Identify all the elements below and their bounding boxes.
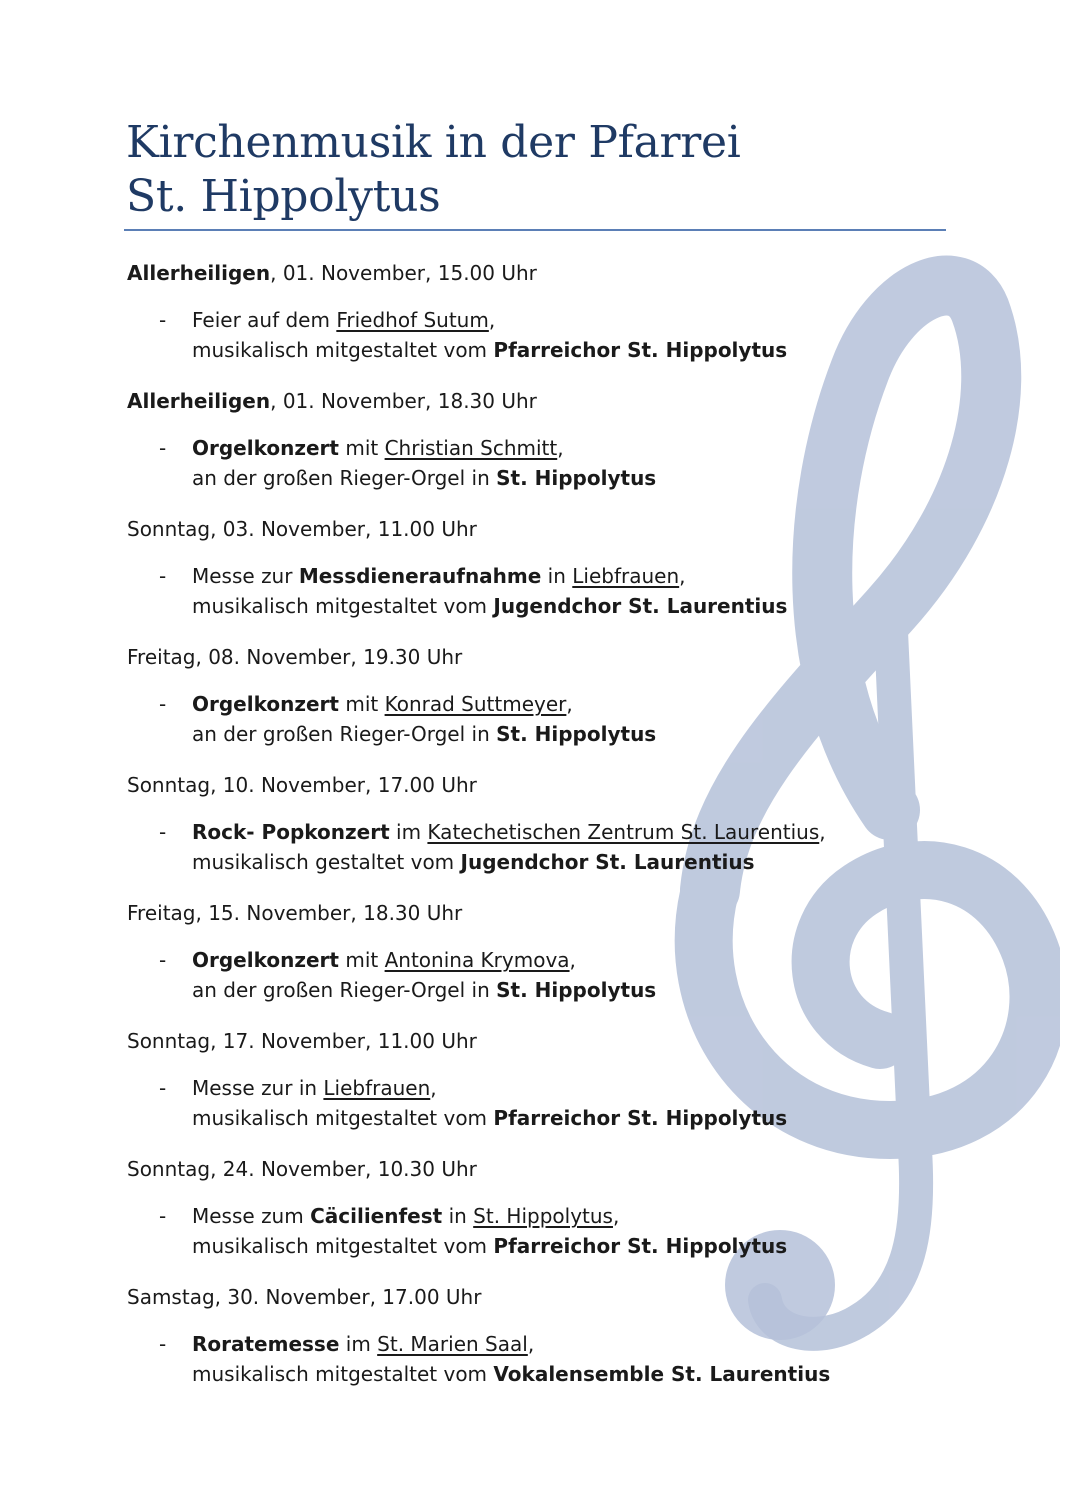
bold-text: Jugendchor St. Laurentius — [493, 594, 788, 618]
text-run: Sonntag, 24. November, 10.30 Uhr — [127, 1157, 477, 1181]
underlined-text: Liebfrauen — [572, 564, 680, 588]
event-description — [127, 433, 1007, 493]
list-bullet: - — [159, 308, 167, 332]
text-run: Freitag, 08. November, 19.30 Uhr — [127, 645, 463, 669]
title-divider — [124, 229, 946, 231]
event-list — [127, 258, 1007, 1410]
list-bullet: - — [159, 820, 167, 844]
underlined-text: Antonina Krymova — [384, 948, 570, 972]
event-description — [127, 817, 1007, 877]
bold-text: Rock- Popkonzert — [192, 820, 390, 844]
list-bullet: - — [159, 1332, 167, 1356]
event-date-time — [127, 1026, 1007, 1056]
bold-text: St. Hippolytus — [496, 978, 657, 1002]
bold-text: Pfarreichor St. Hippolytus — [493, 1106, 788, 1130]
bold-text: Orgelkonzert — [192, 948, 339, 972]
text-run: im — [339, 1332, 378, 1356]
text-run: Sonntag, 17. November, 11.00 Uhr — [127, 1029, 477, 1053]
text-run: Sonntag, 10. November, 17.00 Uhr — [127, 773, 477, 797]
event-date-time — [127, 1154, 1007, 1184]
text-run: Messe zur — [192, 564, 299, 588]
underlined-text: Konrad Suttmeyer — [384, 692, 567, 716]
underlined-text: Liebfrauen — [323, 1076, 431, 1100]
event-line-1 — [192, 1073, 1007, 1103]
text-run: im — [389, 820, 428, 844]
underlined-text: St. Hippolytus — [473, 1204, 613, 1228]
text-run: , — [430, 1076, 437, 1100]
event-entry — [127, 1282, 1007, 1389]
event-description — [127, 689, 1007, 749]
bold-text: Allerheiligen — [127, 261, 271, 285]
bold-text: Pfarreichor St. Hippolytus — [493, 338, 788, 362]
event-line-2 — [192, 1103, 1007, 1133]
list-bullet: - — [159, 1204, 167, 1228]
event-entry — [127, 770, 1007, 877]
text-run: , 01. November, 15.00 Uhr — [270, 261, 537, 285]
text-run: in — [541, 564, 573, 588]
bold-text: Vokalensemble St. Laurentius — [493, 1362, 831, 1386]
underlined-text: Katechetischen Zentrum St. Laurentius — [427, 820, 820, 844]
text-run: in — [442, 1204, 474, 1228]
text-run: Messe zur in — [192, 1076, 324, 1100]
event-description — [127, 305, 1007, 365]
event-entry — [127, 898, 1007, 1005]
bold-text: Orgelkonzert — [192, 692, 339, 716]
text-run: an der großen Rieger-Orgel in — [192, 978, 497, 1002]
text-run: musikalisch mitgestaltet vom — [192, 1234, 494, 1258]
text-run: Sonntag, 03. November, 11.00 Uhr — [127, 517, 477, 541]
text-run: musikalisch mitgestaltet vom — [192, 594, 494, 618]
text-run: Samstag, 30. November, 17.00 Uhr — [127, 1285, 482, 1309]
event-line-2 — [192, 719, 1007, 749]
text-run: musikalisch gestaltet vom — [192, 850, 461, 874]
text-run: mit — [338, 948, 385, 972]
bold-text: Roratemesse — [192, 1332, 340, 1356]
event-date-time — [127, 1282, 1007, 1312]
text-run: musikalisch mitgestaltet vom — [192, 1106, 494, 1130]
text-run: , — [488, 308, 496, 332]
bold-text: Messdieneraufnahme — [298, 564, 542, 588]
event-line-2 — [192, 1231, 1007, 1261]
underlined-text: Friedhof Sutum — [336, 308, 489, 332]
event-entry — [127, 1154, 1007, 1261]
event-description — [127, 1329, 1007, 1389]
event-line-1 — [192, 945, 1007, 975]
list-bullet: - — [159, 564, 167, 588]
text-run: an der großen Rieger-Orgel in — [192, 466, 497, 490]
text-run: musikalisch mitgestaltet vom — [192, 338, 494, 362]
event-line-1 — [192, 561, 1007, 591]
underlined-text: Christian Schmitt — [384, 436, 558, 460]
text-run: , — [566, 692, 573, 716]
text-run: , — [679, 564, 686, 588]
event-line-2 — [192, 463, 1007, 493]
bold-text: Pfarreichor St. Hippolytus — [493, 1234, 788, 1258]
event-line-1 — [192, 1329, 1007, 1359]
event-line-1 — [192, 817, 1007, 847]
list-bullet: - — [159, 436, 167, 460]
page-title — [126, 116, 956, 224]
title-line-1: Kirchenmusik in der Pfarrei — [126, 117, 741, 168]
event-line-1 — [192, 433, 1007, 463]
bold-text: St. Hippolytus — [496, 466, 657, 490]
event-description — [127, 945, 1007, 1005]
event-entry — [127, 1026, 1007, 1133]
text-run: , — [819, 820, 826, 844]
event-line-2 — [192, 591, 1007, 621]
list-bullet: - — [159, 1076, 167, 1100]
event-date-time — [127, 770, 1007, 800]
event-line-1 — [192, 305, 1007, 335]
text-run: mit — [338, 692, 385, 716]
event-date-time — [127, 386, 1007, 416]
event-date-time — [127, 258, 1007, 288]
text-run: an der großen Rieger-Orgel in — [192, 722, 497, 746]
text-run: Freitag, 15. November, 18.30 Uhr — [127, 901, 463, 925]
text-run: , — [557, 436, 564, 460]
bold-text: Jugendchor St. Laurentius — [460, 850, 755, 874]
event-line-2 — [192, 847, 1007, 877]
event-entry — [127, 642, 1007, 749]
event-description — [127, 1201, 1007, 1261]
event-line-1 — [192, 689, 1007, 719]
list-bullet: - — [159, 948, 167, 972]
text-run: mit — [338, 436, 385, 460]
event-entry — [127, 386, 1007, 493]
bold-text: St. Hippolytus — [496, 722, 657, 746]
event-line-2 — [192, 1359, 1007, 1389]
event-line-2 — [192, 975, 1007, 1005]
event-entry — [127, 258, 1007, 365]
text-run: , — [569, 948, 576, 972]
event-description — [127, 1073, 1007, 1133]
text-run: , 01. November, 18.30 Uhr — [270, 389, 537, 413]
text-run: , — [527, 1332, 535, 1356]
text-run: Messe zum — [192, 1204, 311, 1228]
event-date-time — [127, 514, 1007, 544]
bold-text: Allerheiligen — [127, 389, 271, 413]
underlined-text: St. Marien Saal — [377, 1332, 528, 1356]
list-bullet: - — [159, 692, 167, 716]
event-line-2 — [192, 335, 1007, 365]
text-run: musikalisch mitgestaltet vom — [192, 1362, 494, 1386]
text-run: , — [612, 1204, 620, 1228]
event-date-time — [127, 642, 1007, 672]
bold-text: Cäcilienfest — [310, 1204, 443, 1228]
event-entry — [127, 514, 1007, 621]
title-line-2: St. Hippolytus — [126, 171, 441, 222]
event-date-time — [127, 898, 1007, 928]
text-run: Feier auf dem — [192, 308, 337, 332]
event-description — [127, 561, 1007, 621]
event-line-1 — [192, 1201, 1007, 1231]
bold-text: Orgelkonzert — [192, 436, 339, 460]
